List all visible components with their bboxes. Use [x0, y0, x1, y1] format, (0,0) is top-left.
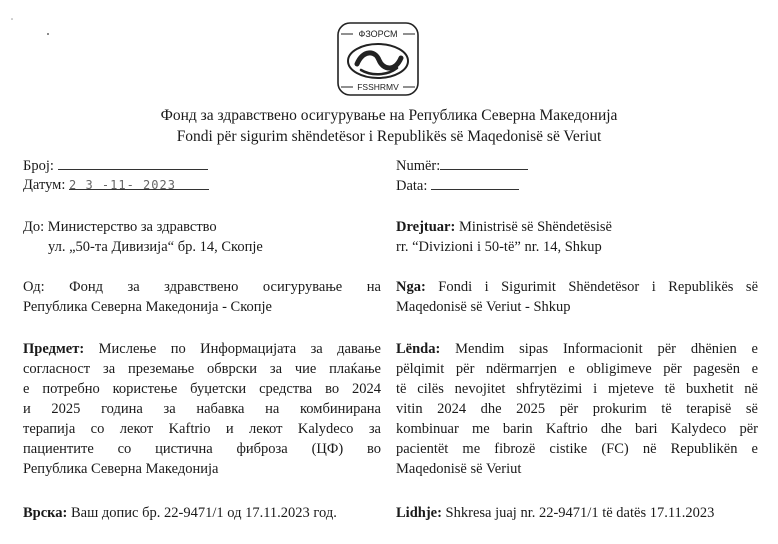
lenda-line: pacientët me fibrozë cistike (FC) në Republikën e: [396, 441, 758, 457]
do-block: [23, 217, 263, 257]
org-name-albanian: Fondi për sigurim shëndetësor i Republikës së Maqedonisë së Veriut: [176, 128, 602, 145]
drejtuar-block: [396, 217, 612, 257]
lidhje-text: Shkresa juaj nr. 22-9471/1 të datës 17.11.2023: [445, 505, 715, 521]
vrska-row: [23, 503, 337, 523]
logo-bottom-text: FSSHRMV: [357, 82, 399, 92]
predmet-last-line: Република Северна Македонија: [23, 461, 219, 477]
od-word: на: [366, 279, 381, 295]
drejtuar-label: Drejtuar:: [396, 219, 456, 235]
data-blank: [431, 175, 519, 190]
od-line1: [23, 277, 381, 297]
predmet-block: [23, 339, 381, 479]
lidhje-row: [396, 503, 714, 523]
lidhje-label: Lidhje:: [396, 505, 442, 521]
predmet-line: согласност за преземање обврски за чие плаќање: [23, 361, 381, 377]
broj-label: Број:: [23, 158, 54, 174]
od-word: за: [127, 279, 140, 295]
fund-logo: [335, 20, 421, 98]
od-line2: Република Северна Македонија - Скопје: [23, 299, 272, 315]
scan-specks: [10, 14, 50, 44]
numer-label: Numër:: [396, 158, 441, 174]
nga-line1: Fondi i Sigurimit Shëndetësor i Republikës së: [438, 279, 759, 295]
lenda-label: Lënda:: [396, 341, 441, 357]
org-name-macedonian: Фонд за здравствено осигурување на Република Северна Македонија: [160, 107, 618, 124]
broj-row: [23, 155, 208, 176]
lenda-line: kombinuar me barin Kaftrio dhe bari Kalydeco për: [396, 421, 758, 437]
data-label: Data:: [396, 178, 428, 194]
predmet-line: терапија со лекот Kaftrio и лекот Kalydeco за: [23, 421, 381, 437]
od-word: здравствено: [164, 279, 239, 295]
datum-row: [23, 175, 209, 195]
lenda-line: vitin 2024 dhe 2025 për prokurim të terapisë së: [396, 401, 758, 417]
logo-top-text: ФЗОРСМ: [358, 29, 398, 39]
drejtuar-line1: Ministrisë së Shëndetësisë: [458, 219, 612, 235]
od-word: Фонд: [69, 279, 104, 295]
data-row: [396, 175, 519, 196]
lenda-line1: Mendim sipas Informacionit për dhënien e: [455, 341, 758, 357]
od-word: осигурување: [262, 279, 343, 295]
od-block: [23, 277, 381, 317]
nga-block: [396, 277, 758, 317]
drejtuar-line2: rr. “Divizioni i 50-të” nr. 14, Shkup: [396, 239, 602, 255]
vrska-label: Врска:: [23, 505, 68, 521]
nga-line2: Maqedonisë së Veriut - Shkup: [396, 299, 571, 315]
predmet-line: пациентите со цистична фиброза (ЦФ) во: [23, 441, 381, 457]
do-line2: ул. „50-та Дивизија“ бр. 14, Скопје: [48, 239, 263, 255]
predmet-label: Предмет:: [23, 341, 85, 357]
lenda-line: pëlqimit për ndërmarrjen e obligimeve për pagesën e: [396, 361, 758, 377]
lenda-line: të cilës nevojitet shfrytëzimi i mjeteve të buxhetit në: [396, 381, 758, 397]
do-line1: Министерство за здравство: [47, 219, 217, 235]
datum-label: Датум:: [23, 177, 66, 193]
predmet-line: и 2025 година за набавка на комбинирана: [23, 401, 381, 417]
do-label: До:: [23, 219, 45, 235]
datum-blank: [69, 175, 209, 190]
predmet-line1: Мислење по Информацијата за давање: [98, 341, 381, 357]
lenda-block: [396, 339, 758, 479]
numer-blank: [440, 155, 528, 170]
lenda-last-line: Maqedonisë së Veriut: [396, 461, 522, 477]
vrska-text: Ваш допис бр. 22-9471/1 од 17.11.2023 год.: [71, 505, 337, 521]
od-label: Од:: [23, 279, 45, 295]
predmet-line: е потребно користење буџетски средства во 2024: [23, 381, 381, 397]
numer-row: [396, 155, 528, 176]
broj-blank: [58, 155, 208, 170]
nga-label: Nga:: [396, 279, 426, 295]
datum-stamp-value: 2 3 -11- 2023: [69, 178, 176, 192]
